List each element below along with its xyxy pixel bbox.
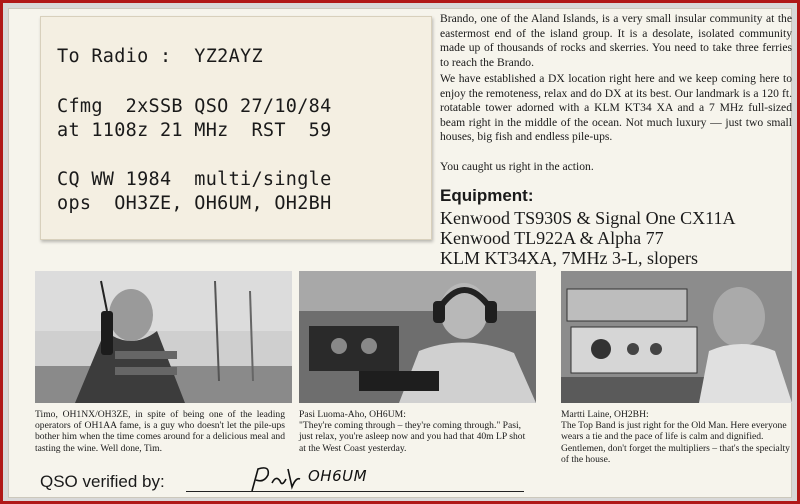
caption-martti-name: Martti Laine, OH2BH: [561,409,649,420]
description-para-2: We have established a DX location right here and we keep coming here to enjoy the remoteness, relax and do DX at its best. Our landmark is a 120 ft. rotatable tower adorned with a KLM KT34 XA and a 7 MHz full-sized beam right in the middle of the ocean. Not much luxury — just two small houses, big fish and endless pile-ups. [440,72,792,144]
label-qso-time-band: at 1108z 21 MHz RST 59 [57,120,332,141]
label-contest: CQ WW 1984 multi/single [57,169,332,190]
qso-verified-label: QSO verified by: [40,472,165,491]
equipment-item: KLM KT34XA, 7MHz 3-L, slopers [440,248,698,268]
photo-pasi [299,271,536,403]
caption-pasi [299,409,534,454]
caption-timo: Timo, OH1NX/OH3ZE, in spite of being one of the leading operators of OH1AA fame, is a guy who doesn't let the pile-ups bother him when the time comes around for a delicious meal and tasting the wine. Well done, Tim. [35,409,285,454]
photo-martti [561,271,792,403]
qsl-label-sticker [40,16,432,240]
label-operators: ops OH3ZE, OH6UM, OH2BH [57,193,332,214]
label-qso-confirmation: Cfmg 2xSSB QSO 27/10/84 [57,96,332,117]
caption-martti-text: The Top Band is just right for the Old Man. Here everyone wears a tie and the pace of life is calm and dignified. Gentlemen, don't forget the multipliers – that's the specialty of the house. [561,420,790,465]
caption-pasi-name: Pasi Luoma-Aho, OH6UM: [299,409,406,420]
caption-pasi-text: "They're coming through – they're coming through." Pasi, just relax, you're asleep now and you had that 40m LP shot at the West Coast yesterday. [299,420,526,454]
photo-timo [35,271,292,403]
caption-martti [561,409,791,465]
description-para-1: Brando, one of the Aland Islands, is a very small insular community at the eastermost end of the island group. It is a desolate, isolated community made up of thousands of rocks and skerries. You need to take three ferries to reach the Brando. [440,12,792,69]
equipment-heading: Equipment: [440,186,534,205]
equipment-item: Kenwood TS930S & Signal One CX11A [440,208,736,228]
label-to-radio: To Radio : YZ2AYZ [57,46,263,67]
description-para-3: You caught us right in the action. [440,160,594,173]
equipment-item: Kenwood TL922A & Alpha 77 [440,228,664,248]
signature-callsign: OH6UM [308,467,368,485]
qsl-card [8,8,792,498]
